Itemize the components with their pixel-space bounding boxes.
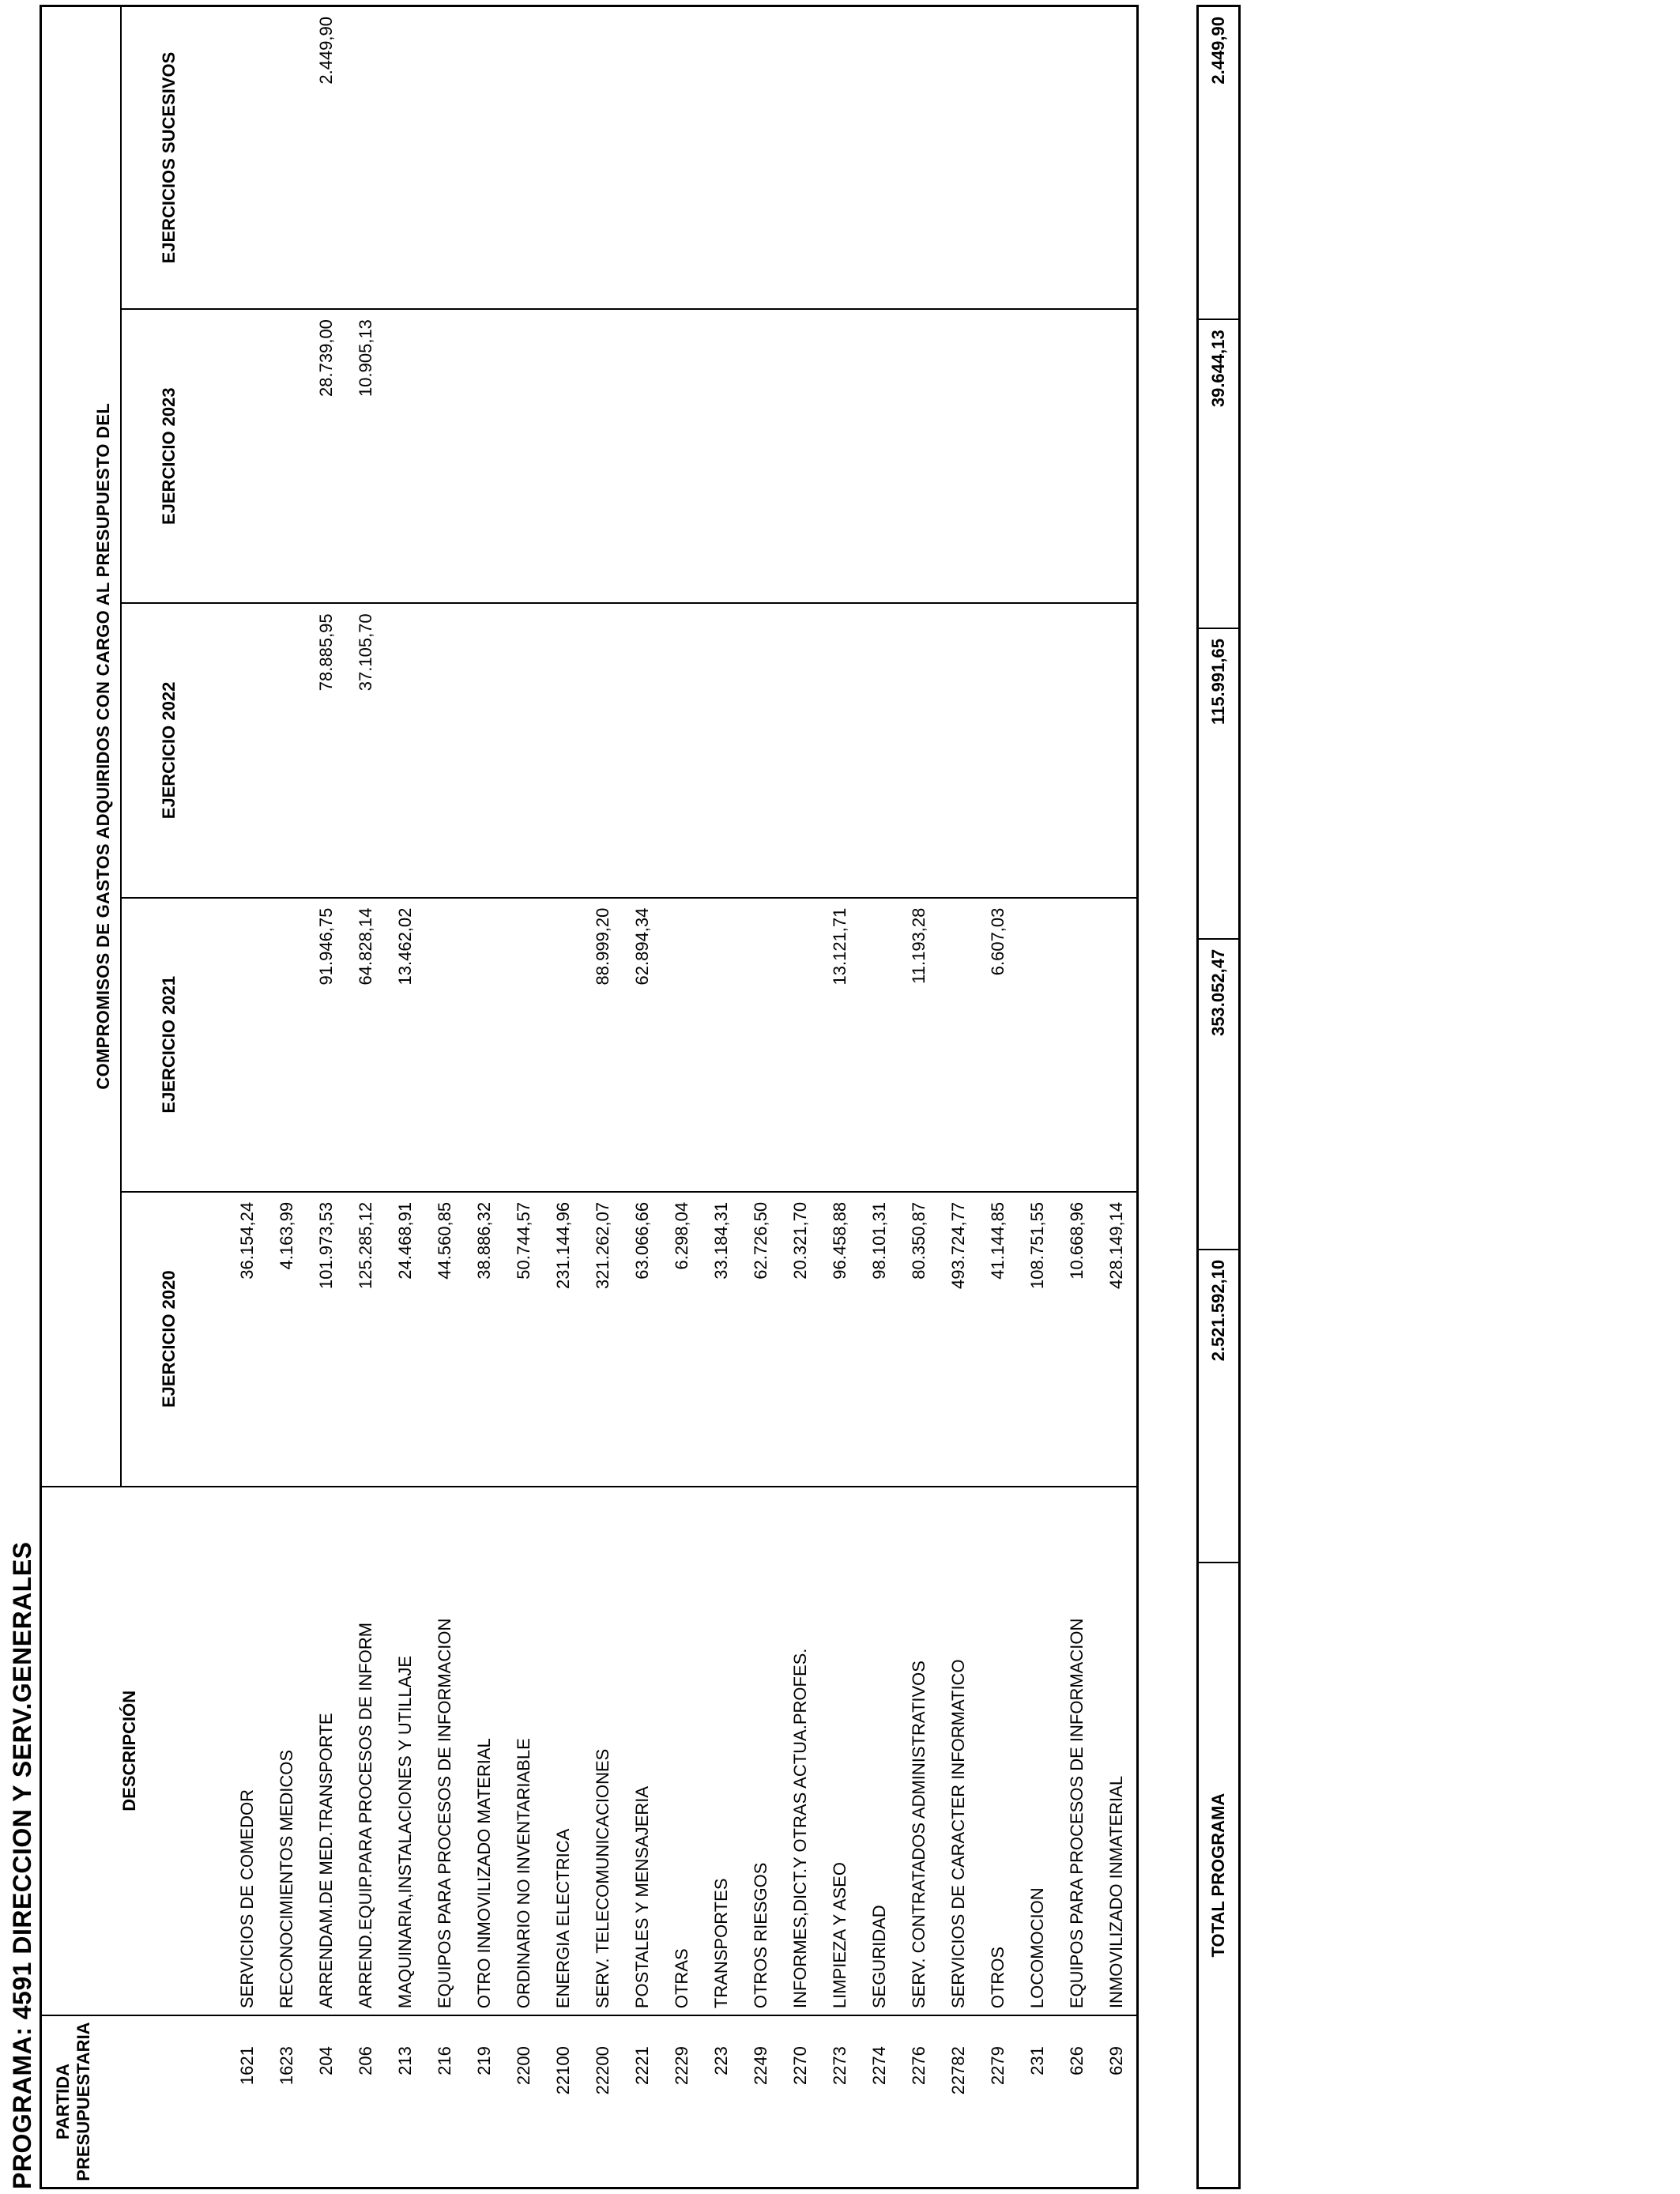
row-code: 204 bbox=[307, 2015, 346, 2188]
row-description: EQUIPOS PARA PROCESOS DE INFORMACION bbox=[425, 1487, 465, 2016]
header-year-2020: EJERCICIO 2020 bbox=[121, 1192, 217, 1487]
row-sucesivos bbox=[267, 6, 307, 310]
row-description: SEGURIDAD bbox=[860, 1487, 899, 2016]
table-row bbox=[217, 6, 267, 2188]
header-partida-line1: PARTIDA bbox=[53, 2063, 73, 2140]
row-2021: 88.999,20 bbox=[583, 898, 623, 1192]
table-row bbox=[899, 6, 939, 2188]
table-row bbox=[583, 6, 623, 2188]
row-2022 bbox=[386, 603, 425, 897]
row-description: OTROS RIESGOS bbox=[741, 1487, 781, 2016]
total-label: TOTAL PROGRAMA bbox=[1198, 1563, 1240, 2188]
row-code: 2276 bbox=[899, 2015, 939, 2188]
row-2023 bbox=[465, 309, 504, 603]
row-sucesivos bbox=[978, 6, 1018, 310]
row-2023 bbox=[939, 309, 978, 603]
row-sucesivos bbox=[1057, 6, 1097, 310]
row-2023 bbox=[702, 309, 741, 603]
row-2022 bbox=[217, 603, 267, 897]
row-2023 bbox=[504, 309, 544, 603]
table-row bbox=[267, 6, 307, 2188]
row-2021 bbox=[1018, 898, 1057, 1192]
table-row bbox=[860, 6, 899, 2188]
row-2023 bbox=[1018, 309, 1057, 603]
row-code: 2273 bbox=[820, 2015, 860, 2188]
header-partida bbox=[41, 2015, 217, 2188]
row-2021 bbox=[1097, 898, 1138, 1192]
header-partida-line2: PRESUPUESTARIA bbox=[73, 2022, 93, 2181]
row-2020: 493.724,77 bbox=[939, 1192, 978, 1487]
table-row bbox=[307, 6, 346, 2188]
total-sucesivos: 2.449,90 bbox=[1208, 17, 1228, 85]
table-row bbox=[741, 6, 781, 2188]
row-2020: 20.321,70 bbox=[781, 1192, 820, 1487]
row-2022 bbox=[702, 603, 741, 897]
row-2020: 50.744,57 bbox=[504, 1192, 544, 1487]
row-code: 2221 bbox=[623, 2015, 662, 2188]
row-2023: 10.905,13 bbox=[346, 309, 386, 603]
row-2021: 91.946,75 bbox=[307, 898, 346, 1192]
row-description: RECONOCIMIENTOS MEDICOS bbox=[267, 1487, 307, 2016]
total-row bbox=[1198, 6, 1240, 2188]
table-row bbox=[820, 6, 860, 2188]
row-sucesivos bbox=[544, 6, 583, 310]
row-sucesivos bbox=[425, 6, 465, 310]
row-code: 2279 bbox=[978, 2015, 1018, 2188]
row-2022 bbox=[425, 603, 465, 897]
table-row bbox=[939, 6, 978, 2188]
row-2022: 78.885,95 bbox=[307, 603, 346, 897]
row-2022 bbox=[978, 603, 1018, 897]
row-2023 bbox=[425, 309, 465, 603]
row-2023 bbox=[217, 309, 267, 603]
row-code: 206 bbox=[346, 2015, 386, 2188]
row-2022 bbox=[939, 603, 978, 897]
row-2022 bbox=[1018, 603, 1057, 897]
row-2023 bbox=[820, 309, 860, 603]
row-2023 bbox=[741, 309, 781, 603]
row-2020: 428.149,14 bbox=[1097, 1192, 1138, 1487]
row-2020: 108.751,55 bbox=[1018, 1192, 1057, 1487]
row-2020: 4.163,99 bbox=[267, 1192, 307, 1487]
table-row bbox=[662, 6, 702, 2188]
row-code: 22200 bbox=[583, 2015, 623, 2188]
table-row bbox=[781, 6, 820, 2188]
table-row bbox=[504, 6, 544, 2188]
row-2020: 44.560,85 bbox=[425, 1192, 465, 1487]
row-2023 bbox=[899, 309, 939, 603]
row-2022 bbox=[860, 603, 899, 897]
table-row bbox=[1018, 6, 1057, 2188]
row-2021 bbox=[939, 898, 978, 1192]
row-description: INMOVILIZADO INMATERIAL bbox=[1097, 1487, 1138, 2016]
row-description: SERV. CONTRATADOS ADMINISTRATIVOS bbox=[899, 1487, 939, 2016]
row-description: TRANSPORTES bbox=[702, 1487, 741, 2016]
row-sucesivos bbox=[1097, 6, 1138, 310]
row-code: 213 bbox=[386, 2015, 425, 2188]
row-description: OTROS bbox=[978, 1487, 1018, 2016]
row-description: LOCOMOCION bbox=[1018, 1487, 1057, 2016]
page-title: PROGRAMA: 4591 DIRECCION Y SERV.GENERALES bbox=[8, 1541, 36, 2189]
table-row bbox=[702, 6, 741, 2188]
header-sucesivos: EJERCICIOS SUCESIVOS bbox=[159, 51, 179, 264]
row-2021 bbox=[544, 898, 583, 1192]
row-2020: 10.668,96 bbox=[1057, 1192, 1097, 1487]
row-2021 bbox=[425, 898, 465, 1192]
table-row bbox=[386, 6, 425, 2188]
table-row bbox=[425, 6, 465, 2188]
row-2020: 38.886,32 bbox=[465, 1192, 504, 1487]
row-2021 bbox=[504, 898, 544, 1192]
row-code: 2229 bbox=[662, 2015, 702, 2188]
row-code: 216 bbox=[425, 2015, 465, 2188]
row-2022 bbox=[1097, 603, 1138, 897]
row-2021: 6.607,03 bbox=[978, 898, 1018, 1192]
total-2021: 353.052,47 bbox=[1198, 939, 1240, 1250]
row-sucesivos bbox=[386, 6, 425, 310]
row-sucesivos bbox=[820, 6, 860, 310]
row-sucesivos bbox=[465, 6, 504, 310]
row-sucesivos bbox=[781, 6, 820, 310]
row-sucesivos bbox=[662, 6, 702, 310]
row-2023 bbox=[860, 309, 899, 603]
row-2022 bbox=[267, 603, 307, 897]
row-2020: 33.184,31 bbox=[702, 1192, 741, 1487]
row-description: EQUIPOS PARA PROCESOS DE INFORMACION bbox=[1057, 1487, 1097, 2016]
row-description: POSTALES Y MENSAJERIA bbox=[623, 1487, 662, 2016]
row-description: OTRAS bbox=[662, 1487, 702, 2016]
row-2020: 36.154,24 bbox=[217, 1192, 267, 1487]
row-2023 bbox=[583, 309, 623, 603]
row-description: INFORMES,DICT.Y OTRAS ACTUA.PROFES. bbox=[781, 1487, 820, 2016]
row-2023: 28.739,00 bbox=[307, 309, 346, 603]
row-2023 bbox=[267, 309, 307, 603]
table-body bbox=[217, 6, 1138, 2188]
row-sucesivos bbox=[504, 6, 544, 310]
row-2021 bbox=[860, 898, 899, 1192]
table-row bbox=[1057, 6, 1097, 2188]
header-year-2022: EJERCICIO 2022 bbox=[121, 603, 217, 897]
total-2022: 115.991,65 bbox=[1198, 628, 1240, 939]
row-2021 bbox=[662, 898, 702, 1192]
row-2020: 321.262,07 bbox=[583, 1192, 623, 1487]
row-code: 2274 bbox=[860, 2015, 899, 2188]
row-sucesivos bbox=[899, 6, 939, 310]
row-code: 626 bbox=[1057, 2015, 1097, 2188]
row-2022 bbox=[662, 603, 702, 897]
row-2021: 13.121,71 bbox=[820, 898, 860, 1192]
row-2022 bbox=[781, 603, 820, 897]
row-sucesivos bbox=[741, 6, 781, 310]
row-description: SERVICIOS DE COMEDOR bbox=[217, 1487, 267, 2016]
row-2021 bbox=[702, 898, 741, 1192]
row-description: SERVICIOS DE CARACTER INFORMATICO bbox=[939, 1487, 978, 2016]
row-2021: 11.193,28 bbox=[899, 898, 939, 1192]
row-code: 22782 bbox=[939, 2015, 978, 2188]
row-2020: 63.066,66 bbox=[623, 1192, 662, 1487]
row-code: 1621 bbox=[217, 2015, 267, 2188]
row-2020: 24.468,91 bbox=[386, 1192, 425, 1487]
row-2020: 6.298,04 bbox=[662, 1192, 702, 1487]
row-2020: 62.726,50 bbox=[741, 1192, 781, 1487]
row-2022 bbox=[899, 603, 939, 897]
header-year-2023: EJERCICIO 2023 bbox=[121, 309, 217, 603]
row-2021: 13.462,02 bbox=[386, 898, 425, 1192]
header-year-2021: EJERCICIO 2021 bbox=[121, 898, 217, 1192]
row-2022 bbox=[465, 603, 504, 897]
row-description: MAQUINARIA,INSTALACIONES Y UTILLAJE bbox=[386, 1487, 425, 2016]
total-2023: 39.644,13 bbox=[1198, 319, 1240, 628]
row-sucesivos bbox=[939, 6, 978, 310]
row-2023 bbox=[386, 309, 425, 603]
table-row bbox=[623, 6, 662, 2188]
row-2021 bbox=[217, 898, 267, 1192]
row-2020: 231.144,96 bbox=[544, 1192, 583, 1487]
header-descripcion: DESCRIPCIÓN bbox=[41, 1487, 217, 2016]
row-2021 bbox=[465, 898, 504, 1192]
row-sucesivos bbox=[583, 6, 623, 310]
total-2020: 2.521.592,10 bbox=[1198, 1250, 1240, 1563]
table-row bbox=[465, 6, 504, 2188]
table-row bbox=[544, 6, 583, 2188]
row-code: 219 bbox=[465, 2015, 504, 2188]
row-sucesivos bbox=[346, 6, 386, 310]
row-code: 2270 bbox=[781, 2015, 820, 2188]
row-2020: 80.350,87 bbox=[899, 1192, 939, 1487]
header-group: COMPROMISOS DE GASTOS ADQUIRIDOS CON CARGO AL PRESUPUESTO DEL bbox=[41, 6, 122, 1487]
row-2020: 98.101,31 bbox=[860, 1192, 899, 1487]
row-sucesivos bbox=[217, 6, 267, 310]
row-2021: 62.894,34 bbox=[623, 898, 662, 1192]
row-description: LIMPIEZA Y ASEO bbox=[820, 1487, 860, 2016]
row-2023 bbox=[1097, 309, 1138, 603]
row-2020: 125.285,12 bbox=[346, 1192, 386, 1487]
row-description: SERV. TELECOMUNICACIONES bbox=[583, 1487, 623, 2016]
row-2021 bbox=[781, 898, 820, 1192]
row-2021: 64.828,14 bbox=[346, 898, 386, 1192]
row-2020: 41.144,85 bbox=[978, 1192, 1018, 1487]
row-code: 223 bbox=[702, 2015, 741, 2188]
table-row bbox=[346, 6, 386, 2188]
row-description: ARREND.EQUIP.PARA PROCESOS DE INFORM bbox=[346, 1487, 386, 2016]
row-2023 bbox=[623, 309, 662, 603]
row-description: ORDINARIO NO INVENTARIABLE bbox=[504, 1487, 544, 2016]
row-description: ENERGIA ELECTRICA bbox=[544, 1487, 583, 2016]
row-2022 bbox=[1057, 603, 1097, 897]
row-2020: 96.458,88 bbox=[820, 1192, 860, 1487]
row-code: 231 bbox=[1018, 2015, 1057, 2188]
row-code: 629 bbox=[1097, 2015, 1138, 2188]
table-row bbox=[978, 6, 1018, 2188]
row-2022 bbox=[583, 603, 623, 897]
row-code: 22100 bbox=[544, 2015, 583, 2188]
row-description: ARRENDAM.DE MED.TRANSPORTE bbox=[307, 1487, 346, 2016]
row-code: 2200 bbox=[504, 2015, 544, 2188]
row-sucesivos bbox=[860, 6, 899, 310]
row-sucesivos bbox=[1018, 6, 1057, 310]
row-2023 bbox=[781, 309, 820, 603]
table-row bbox=[1097, 6, 1138, 2188]
row-2023 bbox=[544, 309, 583, 603]
row-description: OTRO INMOVILIZADO MATERIAL bbox=[465, 1487, 504, 2016]
row-code: 1623 bbox=[267, 2015, 307, 2188]
row-2023 bbox=[1057, 309, 1097, 603]
total-table bbox=[1196, 5, 1241, 2189]
row-2022: 37.105,70 bbox=[346, 603, 386, 897]
row-2021 bbox=[741, 898, 781, 1192]
row-2022 bbox=[544, 603, 583, 897]
row-sucesivos bbox=[702, 6, 741, 310]
row-2021 bbox=[1057, 898, 1097, 1192]
row-2020: 101.973,53 bbox=[307, 1192, 346, 1487]
row-2023 bbox=[978, 309, 1018, 603]
row-sucesivos: 2.449,90 bbox=[316, 17, 336, 85]
row-code: 2249 bbox=[741, 2015, 781, 2188]
row-2022 bbox=[623, 603, 662, 897]
row-sucesivos bbox=[623, 6, 662, 310]
row-2022 bbox=[741, 603, 781, 897]
row-2021 bbox=[267, 898, 307, 1192]
row-2022 bbox=[504, 603, 544, 897]
commitments-table bbox=[40, 5, 1139, 2189]
row-2022 bbox=[820, 603, 860, 897]
row-2023 bbox=[662, 309, 702, 603]
